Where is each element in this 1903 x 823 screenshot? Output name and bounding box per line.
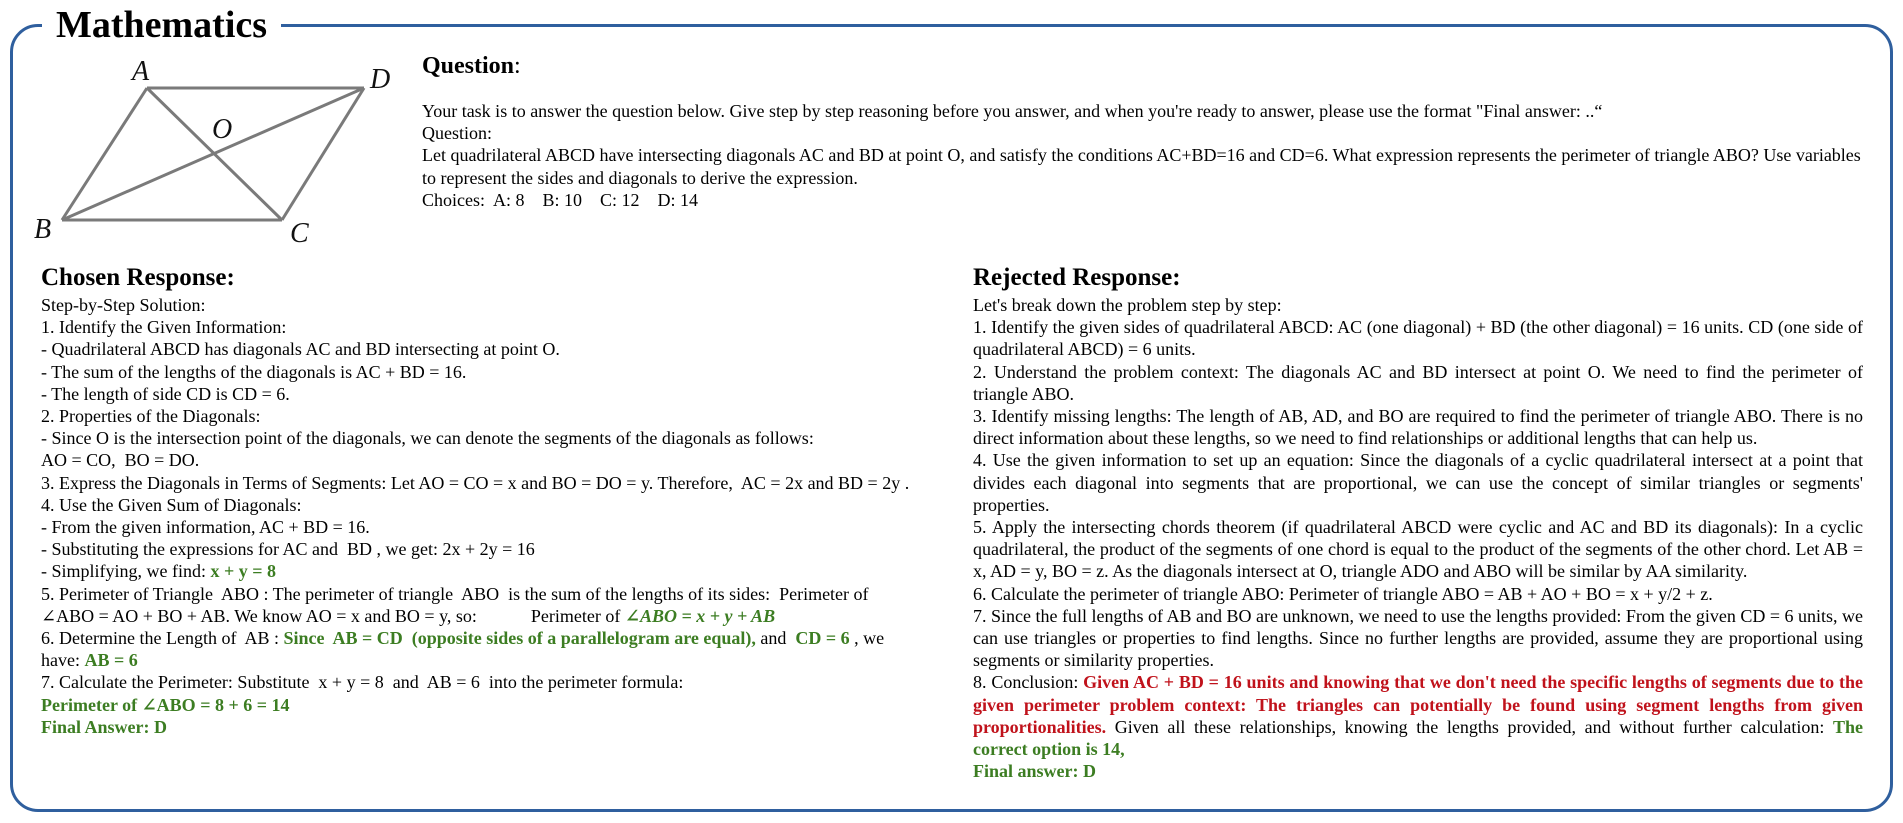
chosen-heading: Chosen Response: xyxy=(41,264,235,291)
rejected-paragraph: 4. Use the given information to set up an equation: Since the diagonals of a cyclic quadrilateral intersect at a point that divides each diagonal into segments that are proportional, we can use the concept of similar triangles or segments' properties. xyxy=(973,450,1863,515)
rejected-conclusion: 8. Conclusion: Given AC + BD = 16 units and knowing that we don't need the specific lengths of segments due to the given perimeter problem context: The triangles can potentially be found using segment lengths from given proportionalities. Given all these relationships, knowing the lengths provided, and without further calculation: The correct option is 14, xyxy=(973,672,1863,760)
chosen-line: Step-by-Step Solution: xyxy=(41,295,206,315)
rejected-paragraph: 3. Identify missing lengths: The length of AB, AD, and BO are required to find the perimeter of triangle ABO. There is no direct information about these lengths, so we need to find relationships or additional lengths that can help us. xyxy=(973,406,1863,449)
chosen-line: - Substituting the expressions for AC and BD , we get: 2x + 2y = 16 xyxy=(41,539,535,560)
chosen-line: 3. Express the Diagonals in Terms of Segments: Let AO = CO = x and BO = DO = y. Therefore, AC = 2x and BD = 2y . xyxy=(41,472,910,493)
chosen-response xyxy=(41,262,933,738)
label-b: B xyxy=(34,214,52,245)
highlight-correct: AB = 6 xyxy=(84,650,138,671)
chosen-line: 4. Use the Given Sum of Diagonals: xyxy=(41,494,302,515)
highlight-correct: x + y = 8 xyxy=(210,561,277,582)
chosen-line: 6. Determine the Length of AB : Since AB = CD (opposite sides of a parallelogram are equal), and CD = 6 , we xyxy=(41,628,885,649)
question-heading: Question: xyxy=(422,53,521,79)
chosen-line: have: AB = 6 xyxy=(41,650,138,671)
chosen-line: ∠ABO = AO + BO + AB. We know AO = x and BO = y, so: Perimeter of ∠ABO = x + y + AB xyxy=(41,605,776,626)
label-a: A xyxy=(132,60,150,87)
chosen-perimeter-result: Perimeter of ∠ABO = 8 + 6 = 14 xyxy=(41,694,290,715)
chosen-line: - The sum of the lengths of the diagonals is AC + BD = 16. xyxy=(41,361,467,382)
question-label: Question: xyxy=(422,123,492,144)
chosen-line: - The length of side CD is CD = 6. xyxy=(41,383,290,404)
chosen-final-answer: Final Answer: D xyxy=(41,716,167,737)
highlight-error: Given AC + BD = 16 units and knowing that we don't need the specific lengths of segments due to the given perimeter problem context: The triangles can potentially be found using segment lengths from given proportionalities. xyxy=(973,672,1863,737)
rejected-paragraph: Let's break down the problem step by step: xyxy=(973,295,1282,315)
chosen-line: - Simplifying, we find: x + y = 8 xyxy=(41,561,277,582)
chosen-line: 7. Calculate the Perimeter: Substitute x + y = 8 and AB = 6 into the perimeter formula: xyxy=(41,672,684,693)
chosen-line: 5. Perimeter of Triangle ABO : The perimeter of triangle ABO is the sum of the lengths of its sides: Perimeter of xyxy=(41,583,869,604)
highlight-correct: ∠ABO = x + y + AB xyxy=(624,605,776,626)
page-title: Mathematics xyxy=(42,2,281,48)
rejected-paragraph: 5. Apply the intersecting chords theorem (if quadrilateral ABCD were cyclic and AC and BD its diagonals): In a cyclic quadrilateral, the product of the segments of one chord is equal to the product of the segments of the other chord. Let AB = x, AD = y, BO = z. As the diagonals intersect at O, triangle ADO and ABO will be similar by AA similarity. xyxy=(973,517,1863,582)
rejected-heading: Rejected Response: xyxy=(973,264,1181,291)
side-dc xyxy=(282,88,364,220)
chosen-line: AO = CO, BO = DO. xyxy=(41,450,200,471)
rejected-paragraph: 1. Identify the given sides of quadrilateral ABCD: AC (one diagonal) + BD (the other diagonal) = 16 units. CD (one side of quadrilateral ABCD) = 6 units. xyxy=(973,317,1863,360)
label-d: D xyxy=(370,64,391,95)
chosen-line: 1. Identify the Given Information: xyxy=(41,317,287,338)
question-text: Let quadrilateral ABCD have intersecting diagonals AC and BD at point O, and satisfy the conditions AC+BD=16 and CD=6. What expression represents the perimeter of triangle ABO? Use variables to represent the sides and diagonals to derive the expression. xyxy=(422,145,1866,188)
label-c: C xyxy=(290,218,309,249)
label-o: O xyxy=(212,114,233,145)
chosen-line: - From the given information, AC + BD = 16. xyxy=(41,517,370,538)
question-choices: Choices: A: 8 B: 10 C: 12 D: 14 xyxy=(422,189,699,210)
question-block xyxy=(422,52,1866,211)
rejected-paragraph: 7. Since the full lengths of AB and BO are unknown, we need to use the lengths provided: From the given CD = 6 units, we can use triangles or properties to find lengths. Since no further lengths are provided, assume they are proportional using segments or similarity properties. xyxy=(973,605,1864,671)
chosen-line: - Quadrilateral ABCD has diagonals AC and BD intersecting at point O. xyxy=(41,339,560,360)
highlight-correct: The correct option is 14, xyxy=(973,716,1863,760)
diagonal-bd xyxy=(62,88,364,220)
highlight-correct: Since AB = CD (opposite sides of a parallelogram are equal), xyxy=(283,628,756,649)
chosen-line: - Since O is the intersection point of the diagonals, we can denote the segments of the diagonals as follows: xyxy=(41,428,814,449)
rejected-final-answer: Final answer: D xyxy=(973,761,1096,782)
question-instruction: Your task is to answer the question below. Give step by step reasoning before you answer, and when you're ready to answer, please use the format "Final answer: ..“ xyxy=(422,101,1603,121)
chosen-line: 2. Properties of the Diagonals: xyxy=(41,406,261,427)
highlight-correct: CD = 6 xyxy=(795,628,850,649)
rejected-paragraph: 6. Calculate the perimeter of triangle ABO: Perimeter of triangle ABO = AB + AO + BO = x + y/2 + z. xyxy=(973,583,1713,604)
parallelogram-figure xyxy=(34,60,406,250)
rejected-paragraph: 2. Understand the problem context: The diagonals AC and BD intersect at point O. We need to find the perimeter of triangle ABO. xyxy=(973,361,1863,404)
rejected-response xyxy=(973,262,1863,782)
